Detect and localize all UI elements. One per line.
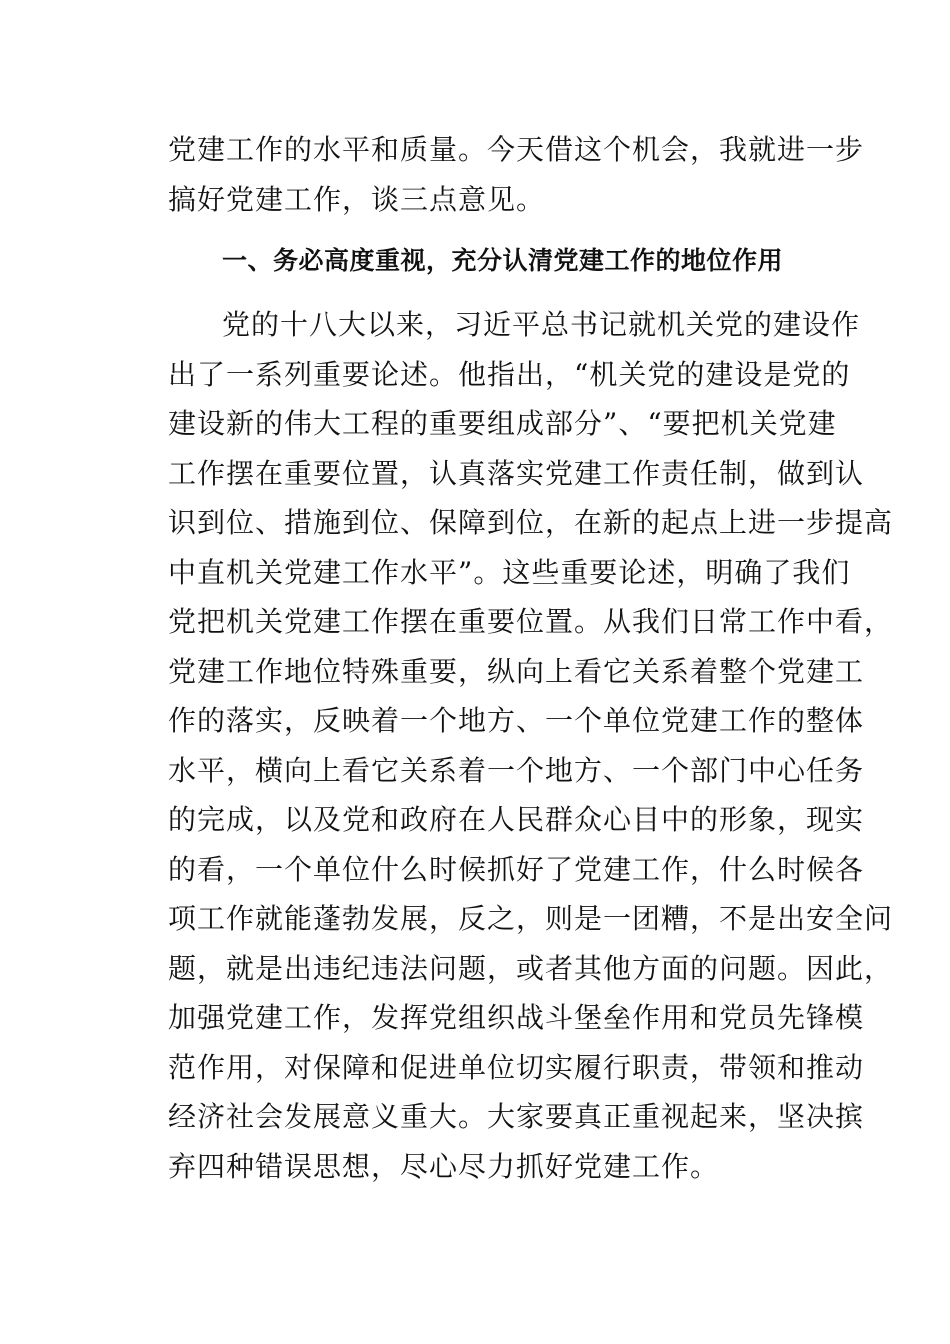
body-line: 弃四种错误思想，尽心尽力抓好党建工作。 [168, 1150, 720, 1183]
body-line: 出了一系列重要论述。他指出，“机关党的建设是党的 [168, 358, 851, 391]
body-line: 范作用，对保障和促进单位切实履行职责，带领和推动 [168, 1051, 865, 1084]
section-heading: 一、务必高度重视，充分认清党建工作的地位作用 [222, 246, 784, 275]
body-line: 党的十八大以来，习近平总书记就机关党的建设作 [222, 308, 861, 341]
intro-line: 搞好党建工作，谈三点意见。 [168, 183, 546, 216]
body-line: 的看，一个单位什么时候抓好了党建工作，什么时候各 [168, 853, 865, 886]
body-line: 项工作就能蓬勃发展，反之，则是一团糟，不是出安全问 [168, 902, 894, 935]
body-line: 识到位、措施到位、保障到位，在新的起点上进一步提高 [168, 506, 894, 539]
body-line: 中直机关党建工作水平”。这些重要论述，明确了我们 [168, 556, 851, 589]
body-line: 作的落实，反映着一个地方、一个单位党建工作的整体 [168, 704, 865, 737]
body-line: 加强党建工作，发挥党组织战斗堡垒作用和党员先锋模 [168, 1001, 865, 1034]
body-line: 工作摆在重要位置，认真落实党建工作责任制，做到认 [168, 457, 865, 490]
body-line: 党把机关党建工作摆在重要位置。从我们日常工作中看， [168, 605, 894, 638]
body-line: 题，就是出违纪违法问题，或者其他方面的问题。因此， [168, 952, 894, 985]
body-line: 经济社会发展意义重大。大家要真正重视起来，坚决摈 [168, 1100, 865, 1133]
intro-line: 党建工作的水平和质量。今天借这个机会，我就进一步 [168, 133, 865, 166]
body-line: 建设新的伟大工程的重要组成部分”、“要把机关党建 [168, 407, 837, 440]
body-line: 水平，横向上看它关系着一个地方、一个部门中心任务 [168, 754, 865, 787]
body-line: 党建工作地位特殊重要，纵向上看它关系着整个党建工 [168, 655, 865, 688]
body-line: 的完成，以及党和政府在人民群众心目中的形象，现实 [168, 803, 865, 836]
